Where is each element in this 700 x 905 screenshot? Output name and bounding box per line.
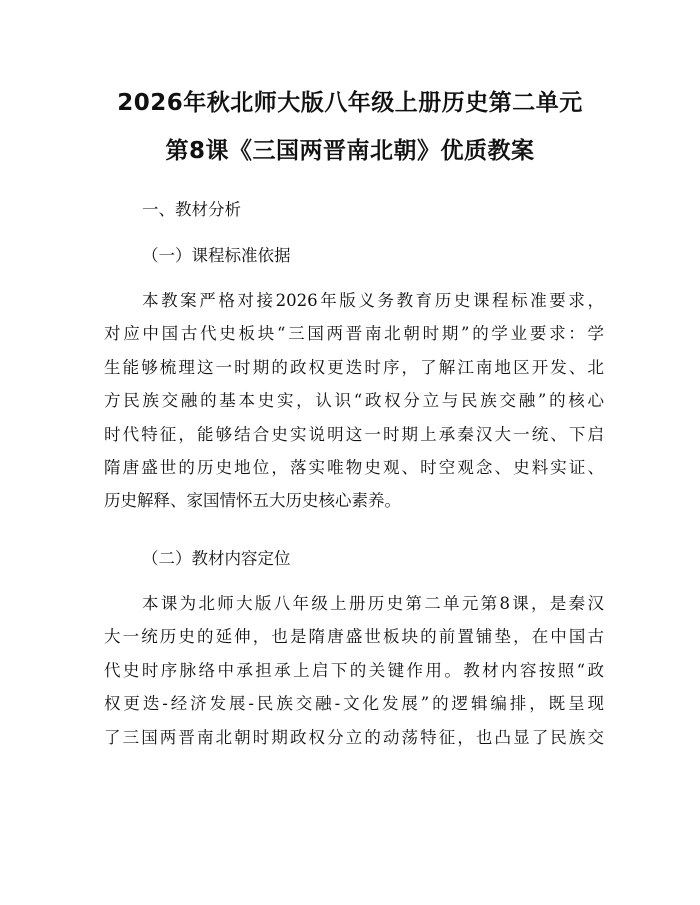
paragraph-line: 本课为北师大版八年级上册历史第二单元第8课，是秦汉 — [142, 594, 604, 613]
paragraph-line: 隋唐盛世的历史地位，落实唯物史观、时空观念、史料实证、 — [104, 458, 604, 478]
section-heading-teaching-material-analysis: 一、教材分析 — [142, 200, 241, 219]
paragraph-curriculum-standard — [104, 284, 604, 518]
subsection-heading-content-positioning: （二）教材内容定位 — [142, 549, 291, 568]
paragraph-line: 了三国两晋南北朝时期政权分立的动荡特征，也凸显了民族交 — [104, 727, 604, 747]
paragraph-line: 对应中国古代史板块“三国两晋南北朝时期”的学业要求：学 — [104, 324, 604, 344]
document-title-line-2: 第8课《三国两晋南北朝》优质教案 — [165, 138, 535, 164]
subsection-heading-curriculum-standard: （一）课程标准依据 — [142, 246, 291, 265]
paragraph-line: 本教案严格对接2026年版义务教育历史课程标准要求， — [142, 291, 604, 310]
paragraph-line: 时代特征，能够结合史实说明这一时期上承秦汉大一统、下启 — [104, 424, 604, 444]
paragraph-line: 方民族交融的基本史实，认识“政权分立与民族交融”的核心 — [104, 391, 604, 411]
paragraph-line: 历史解释、家国情怀五大历史核心素养。 — [104, 491, 401, 511]
paragraph-line: 生能够梳理这一时期的政权更迭时序，了解江南地区开发、北 — [104, 357, 604, 377]
paragraph-line: 权更迭-经济发展-民族交融-文化发展”的逻辑编排，既呈现 — [104, 694, 604, 714]
document-title-line-1: 2026年秋北师大版八年级上册历史第二单元 — [117, 90, 583, 116]
paragraph-line: 大一统历史的延伸，也是隋唐盛世板块的前置铺垫，在中国古 — [104, 627, 604, 647]
paragraph-line: 代史时序脉络中承担承上启下的关键作用。教材内容按照“政 — [104, 660, 604, 680]
paragraph-content-positioning — [104, 587, 604, 754]
